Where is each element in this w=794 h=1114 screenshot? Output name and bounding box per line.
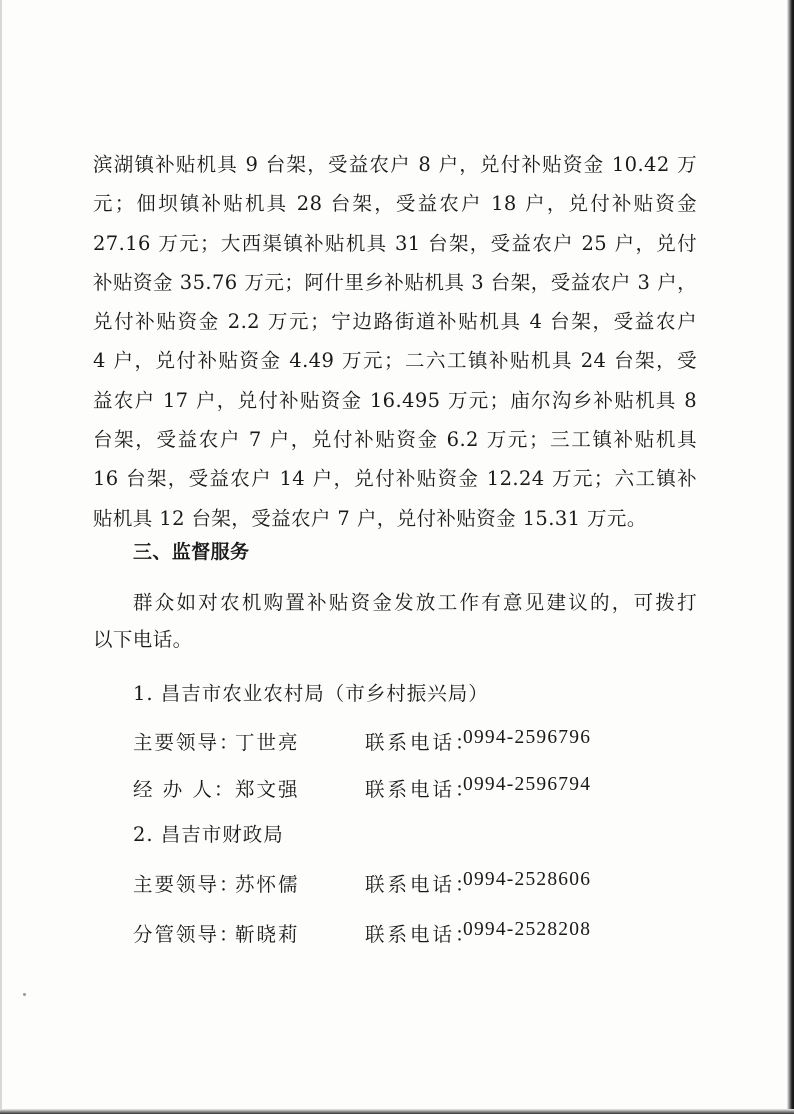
paragraph-line: 贴机具 12 台架，受益农户 7 户，兑付补贴资金 15.31 万元。 bbox=[93, 506, 647, 530]
paragraph-line: 元；佃坝镇补贴机具 28 台架，受益农户 18 户，兑付补贴资金 bbox=[93, 192, 697, 216]
contact-role: 分管领导： bbox=[133, 923, 241, 946]
phone-label: 联系电话： bbox=[365, 923, 478, 946]
phone-label: 联系电话： bbox=[365, 778, 478, 801]
intro-line: 以下电话。 bbox=[93, 628, 193, 651]
contact-name: 苏怀儒 bbox=[235, 873, 300, 896]
paragraph-line: 补贴资金 35.76 万元；阿什里乡补贴机具 3 台架，受益农户 3 户， bbox=[93, 270, 697, 294]
contact-row bbox=[133, 919, 613, 949]
agency-title: 1. 昌吉市农业农村局（市乡村振兴局） bbox=[133, 682, 489, 705]
paragraph-line: 4 户，兑付补贴资金 4.49 万元；二六工镇补贴机具 24 台架，受 bbox=[93, 349, 697, 373]
agency-title: 2. 昌吉市财政局 bbox=[133, 823, 284, 846]
phone-number: 0994-2528606 bbox=[463, 869, 592, 890]
paragraph-line: 益农户 17 户，兑付补贴资金 16.495 万元；庙尔沟乡补贴机具 8 bbox=[93, 388, 697, 412]
section-heading: 三、监督服务 bbox=[133, 541, 250, 563]
scan-bottom-edge bbox=[0, 1109, 794, 1114]
paragraph-line: 16 台架，受益农户 14 户，兑付补贴资金 12.24 万元；六工镇补 bbox=[93, 467, 697, 491]
phone-number: 0994-2528208 bbox=[463, 919, 592, 940]
paragraph-line: 滨湖镇补贴机具 9 台架，受益农户 8 户，兑付补贴资金 10.42 万 bbox=[93, 153, 697, 176]
contact-row bbox=[133, 869, 613, 899]
phone-number: 0994-2596794 bbox=[463, 774, 592, 795]
paragraph-line: 兑付补贴资金 2.2 万元；宁边路街道补贴机具 4 台架，受益农户 bbox=[93, 310, 697, 334]
contact-row bbox=[133, 727, 613, 757]
phone-label: 联系电话： bbox=[365, 731, 478, 754]
contact-name: 丁世亮 bbox=[235, 731, 300, 754]
contact-role: 主要领导： bbox=[133, 731, 241, 754]
contact-role: 经 办 人： bbox=[133, 778, 236, 801]
scan-speck bbox=[23, 993, 26, 996]
subsidy-paragraph bbox=[93, 145, 697, 538]
intro-line: 群众如对农机购置补贴资金发放工作有意见建议的，可拨打 bbox=[133, 591, 697, 614]
contact-name: 靳晓莉 bbox=[235, 923, 300, 946]
paragraph-line: 27.16 万元；大西渠镇补贴机具 31 台架，受益农户 25 户，兑付 bbox=[93, 231, 697, 255]
phone-label: 联系电话： bbox=[365, 873, 478, 896]
contact-row bbox=[133, 774, 613, 804]
paragraph-line: 台架，受益农户 7 户，兑付补贴资金 6.2 万元；三工镇补贴机具 bbox=[93, 428, 697, 452]
scan-left-edge bbox=[0, 0, 2, 1114]
contact-name: 郑文强 bbox=[235, 778, 300, 801]
scan-right-edge bbox=[787, 0, 794, 1114]
contact-role: 主要领导： bbox=[133, 873, 241, 896]
phone-number: 0994-2596796 bbox=[463, 727, 592, 748]
